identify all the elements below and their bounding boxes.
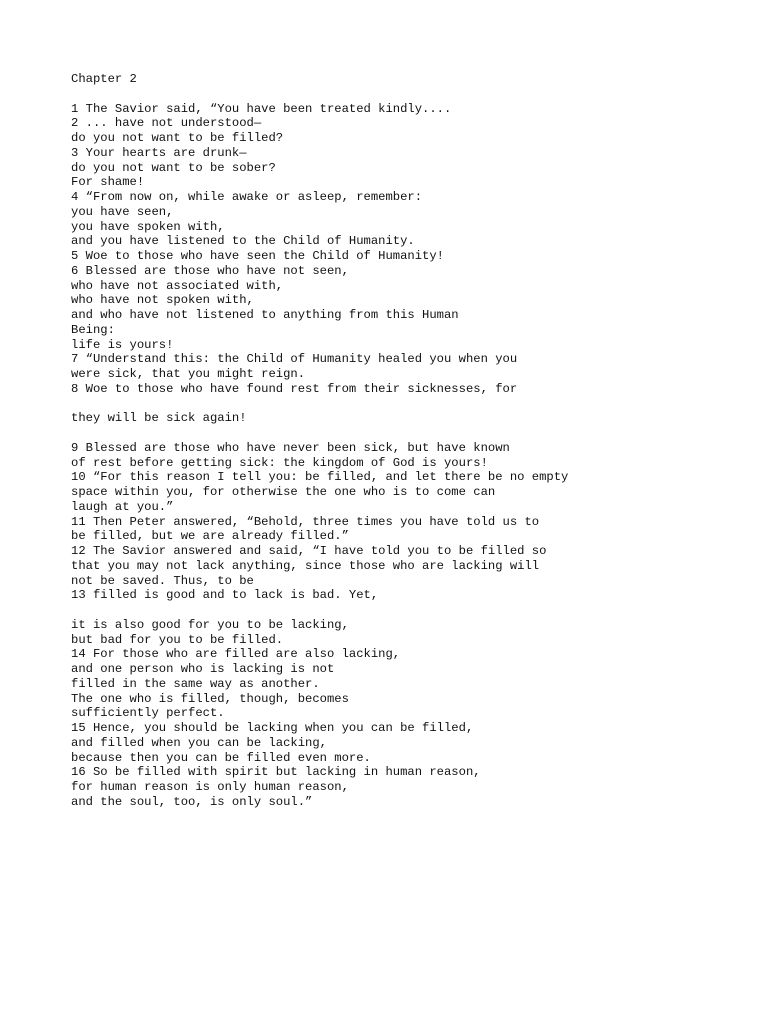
text-line: filled in the same way as another. (71, 676, 320, 691)
text-line: it is also good for you to be lacking, (71, 617, 349, 632)
chapter-heading: Chapter 2 (71, 72, 137, 86)
text-line: and who have not listened to anything from this Human (71, 308, 459, 322)
text-line: 7 “Understand this: the Child of Humanity healed you when you (71, 352, 518, 367)
text-line: 14 For those who are filled are also lacking, (71, 647, 401, 662)
text-line: do you not want to be filled? (71, 131, 284, 145)
text-line: 2 ... have not understood— (71, 116, 262, 131)
text-line: they will be sick again! (71, 411, 247, 426)
text-line: 12 The Savior answered and said, “I have told you to be filled so (71, 544, 547, 558)
text-line: 6 Blessed are those who have not seen, (71, 263, 349, 278)
text-line: 1 The Savior said, “You have been treated kindly.... (71, 101, 452, 116)
document-body (71, 72, 711, 810)
text-line: Being: (71, 322, 115, 337)
text-line: you have spoken with, (71, 219, 225, 234)
text-line (71, 603, 711, 618)
text-line: 5 Woe to those who have seen the Child of Humanity! (71, 249, 444, 263)
text-line: not be saved. Thus, to be (71, 573, 254, 588)
text-line: and filled when you can be lacking, (71, 735, 327, 750)
text-line: and one person who is lacking is not (71, 662, 335, 676)
text-line: of rest before getting sick: the kingdom of God is yours! (71, 455, 488, 470)
text-line: for human reason is only human reason, (71, 780, 349, 794)
text-line: 13 filled is good and to lack is bad. Yet, (71, 588, 379, 603)
text-line: 11 Then Peter answered, “Behold, three times you have told us to (71, 514, 540, 529)
text-line: were sick, that you might reign. (71, 367, 306, 381)
text-line: 8 Woe to those who have found rest from their sicknesses, for (71, 381, 518, 396)
text-line: but bad for you to be filled. (71, 632, 284, 647)
text-line: life is yours! (71, 337, 174, 352)
text-line (71, 397, 711, 412)
text-line: and the soul, too, is only soul.” (71, 794, 313, 809)
text-line (71, 87, 711, 102)
text-line (71, 426, 711, 441)
text-line: laugh at you.” (71, 499, 174, 514)
text-line: you have seen, (71, 204, 174, 219)
text-line: 15 Hence, you should be lacking when you can be filled, (71, 721, 474, 735)
text-line: 16 So be filled with spirit but lacking in human reason, (71, 765, 481, 780)
text-line: and you have listened to the Child of Humanity. (71, 234, 415, 249)
text-line: For shame! (71, 175, 145, 190)
text-line: who have not spoken with, (71, 293, 254, 308)
text-line: 9 Blessed are those who have never been sick, but have known (71, 440, 510, 455)
text-line: 10 “For this reason I tell you: be filled, and let there be no empty (71, 470, 569, 485)
text-line: because then you can be filled even more. (71, 750, 371, 765)
text-line: be filled, but we are already filled.” (71, 529, 349, 544)
text-line: space within you, for otherwise the one who is to come can (71, 485, 496, 499)
text-line: who have not associated with, (71, 278, 284, 293)
text-line: 3 Your hearts are drunk— (71, 145, 247, 160)
text-line: that you may not lack anything, since those who are lacking will (71, 558, 540, 573)
text-line: sufficiently perfect. (71, 706, 225, 721)
text-line: The one who is filled, though, becomes (71, 691, 349, 706)
text-line: 4 “From now on, while awake or asleep, remember: (71, 190, 423, 204)
text-line: do you not want to be sober? (71, 160, 276, 175)
